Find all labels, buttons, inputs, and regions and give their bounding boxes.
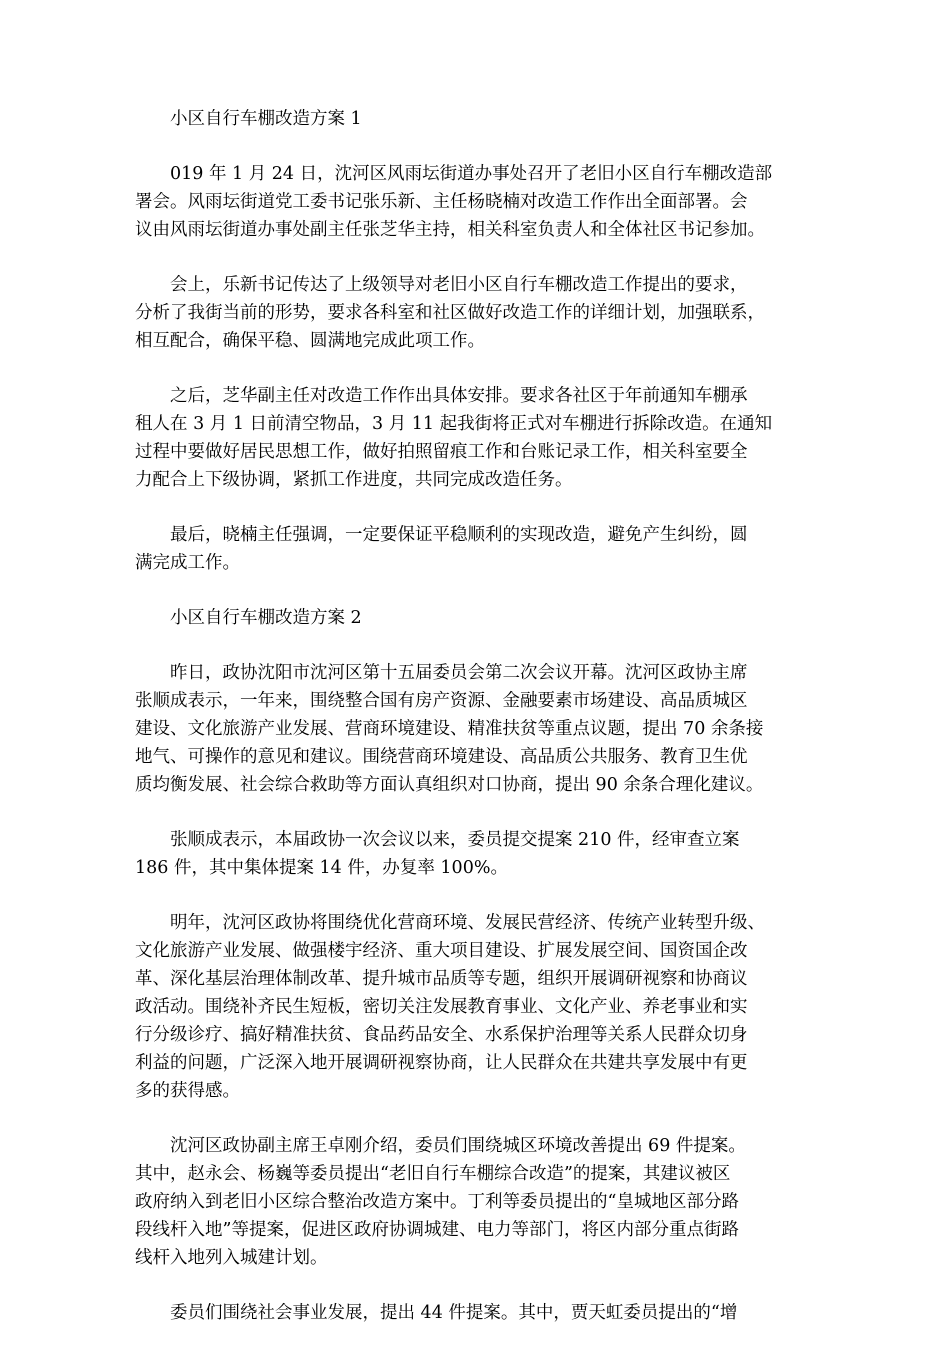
paragraph-line: 会上，乐新书记传达了上级领导对老旧小区自行车棚改造工作提出的要求， xyxy=(170,275,748,295)
paragraph-line: 力配合上下级协调，紧抓工作进度，共同完成改造任务。 xyxy=(135,470,573,490)
paragraph-line: 段线杆入地”等提案，促进区政府协调城建、电力等部门，将区内部分重点街路 xyxy=(135,1220,739,1240)
paragraph-line: 质均衡发展、社会综合救助等方面认真组织对口协商，提出 90 余条合理化建议。 xyxy=(135,775,764,795)
paragraph-line: 利益的问题，广泛深入地开展调研视察协商，让人民群众在共建共享发展中有更 xyxy=(135,1053,748,1073)
paragraph-line: 政活动。围绕补齐民生短板，密切关注发展教育事业、文化产业、养老事业和实 xyxy=(135,997,748,1017)
paragraph-line: 明年，沈河区政协将围绕优化营商环境、发展民营经济、传统产业转型升级、 xyxy=(170,913,765,933)
paragraph-line: 线杆入地列入城建计划。 xyxy=(135,1248,328,1268)
paragraph xyxy=(135,826,835,882)
paragraph-line: 行分级诊疗、搞好精准扶贫、食品药品安全、水系保护治理等关系人民群众切身 xyxy=(135,1025,748,1045)
paragraph-line: 之后，芝华副主任对改造工作作出具体安排。要求各社区于年前通知车棚承 xyxy=(170,386,748,406)
paragraph xyxy=(135,160,835,244)
paragraph-line: 186 件，其中集体提案 14 件，办复率 100%。 xyxy=(135,858,508,878)
paragraph-line: 沈河区政协副主席王卓刚介绍，委员们围绕城区环境改善提出 69 件提案。 xyxy=(170,1136,746,1156)
paragraph-line: 相互配合，确保平稳、圆满地完成此项工作。 xyxy=(135,331,485,351)
paragraph-line: 多的获得感。 xyxy=(135,1081,240,1101)
paragraph-line: 其中，赵永会、杨巍等委员提出“老旧自行车棚综合改造”的提案，其建议被区 xyxy=(135,1164,731,1184)
paragraph xyxy=(135,382,835,494)
paragraph xyxy=(135,909,835,1105)
paragraph-line: 地气、可操作的意见和建议。围绕营商环境建设、高品质公共服务、教育卫生优 xyxy=(135,747,748,767)
paragraph-line: 昨日，政协沈阳市沈河区第十五届委员会第二次会议开幕。沈河区政协主席 xyxy=(170,663,748,683)
paragraph xyxy=(135,1132,835,1272)
paragraph-line: 过程中要做好居民思想工作，做好拍照留痕工作和台账记录工作，相关科室要全 xyxy=(135,442,748,462)
paragraph-line: 019 年 1 月 24 日，沈河区风雨坛街道办事处召开了老旧小区自行车棚改造部 xyxy=(170,164,773,184)
paragraph xyxy=(135,521,835,577)
paragraph xyxy=(135,1299,835,1327)
paragraph-line: 张顺成表示，本届政协一次会议以来，委员提交提案 210 件，经审查立案 xyxy=(170,830,740,850)
paragraph-line: 最后，晓楠主任强调，一定要保证平稳顺利的实现改造，避免产生纠纷，圆 xyxy=(170,525,748,545)
paragraph-line: 张顺成表示，一年来，围绕整合国有房产资源、金融要素市场建设、高品质城区 xyxy=(135,691,748,711)
paragraph-line: 政府纳入到老旧小区综合整治改造方案中。丁利等委员提出的“皇城地区部分路 xyxy=(135,1192,739,1212)
paragraph-line: 建设、文化旅游产业发展、营商环境建设、精准扶贫等重点议题，提出 70 余条接 xyxy=(135,719,764,739)
paragraph-line: 租人在 3 月 1 日前清空物品，3 月 11 起我街将正式对车棚进行拆除改造。在通知 xyxy=(135,414,773,434)
section-heading xyxy=(135,604,835,632)
paragraph-line: 署会。风雨坛街道党工委书记张乐新、主任杨晓楠对改造工作作出全面部署。会 xyxy=(135,192,748,212)
paragraph-line: 文化旅游产业发展、做强楼宇经济、重大项目建设、扩展发展空间、国资国企改 xyxy=(135,941,748,961)
paragraph xyxy=(135,659,835,799)
document-page xyxy=(135,105,835,1354)
paragraph-line: 议由风雨坛街道办事处副主任张芝华主持，相关科室负责人和全体社区书记参加。 xyxy=(135,220,765,240)
paragraph-line: 分析了我街当前的形势，要求各科室和社区做好改造工作的详细计划，加强联系， xyxy=(135,303,765,323)
section-heading xyxy=(135,105,835,133)
paragraph-line: 满完成工作。 xyxy=(135,553,240,573)
paragraph-line: 革、深化基层治理体制改革、提升城市品质等专题，组织开展调研视察和协商议 xyxy=(135,969,748,989)
paragraph xyxy=(135,271,835,355)
paragraph-line: 委员们围绕社会事业发展，提出 44 件提案。其中，贾天虹委员提出的“增 xyxy=(170,1303,738,1323)
heading-line: 小区自行车棚改造方案 2 xyxy=(170,608,362,628)
heading-line: 小区自行车棚改造方案 1 xyxy=(170,109,362,129)
